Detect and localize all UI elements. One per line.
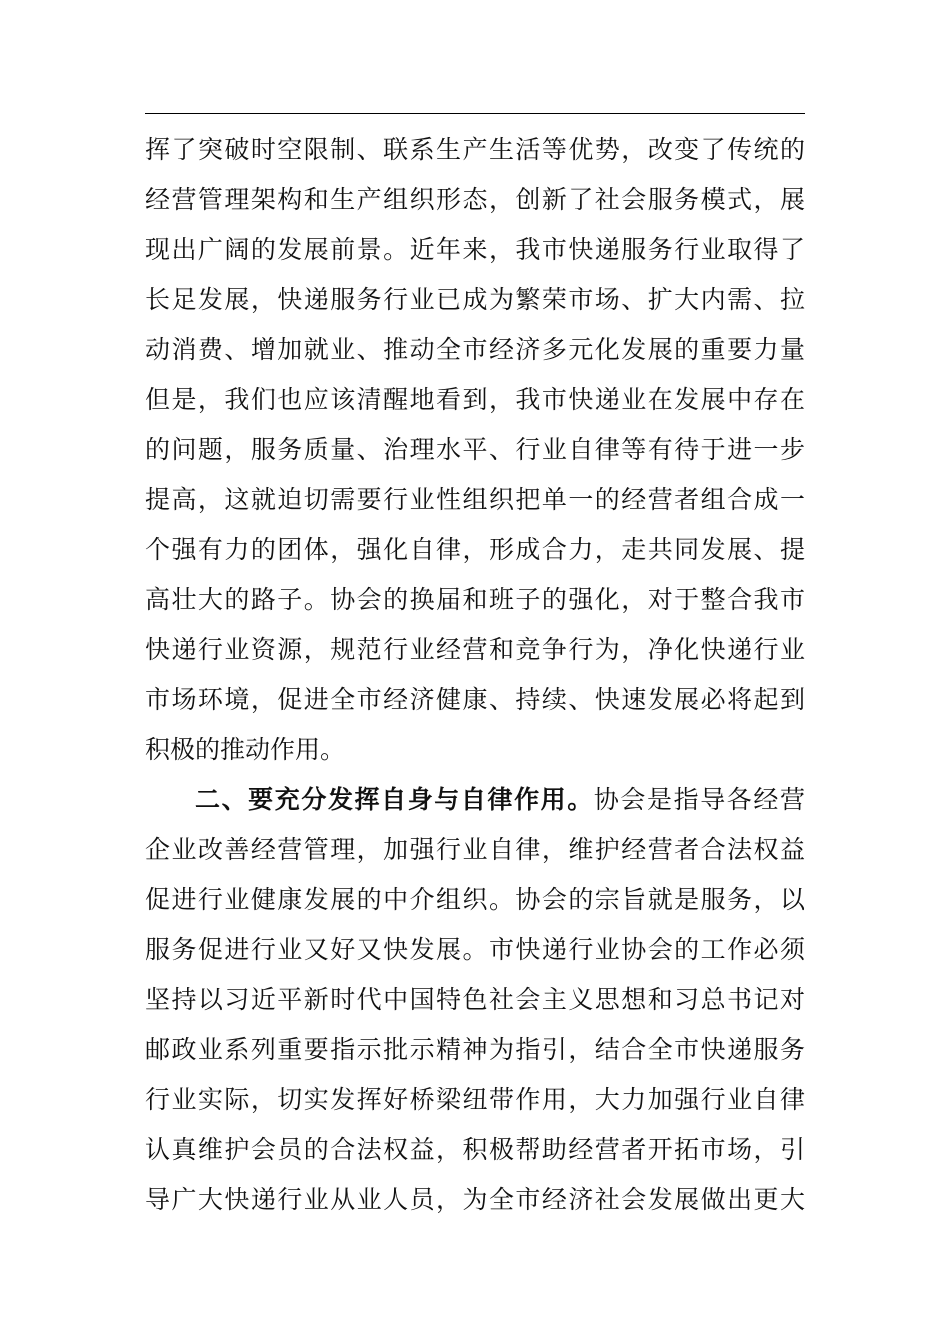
text-line: 服务促进行业又好又快发展。市快递行业协会的工作必须	[145, 935, 805, 964]
text-line: 促进行业健康发展的中介组织。协会的宗旨就是服务，以	[145, 885, 805, 914]
text-line: 长足发展，快递服务行业已成为繁荣市场、扩大内需、拉	[145, 285, 805, 314]
text-line: 坚持以习近平新时代中国特色社会主义思想和习总书记对	[145, 985, 805, 1014]
text-line: 认真维护会员的合法权益，积极帮助经营者开拓市场，引	[145, 1135, 805, 1164]
text-line: 提高，这就迫切需要行业性组织把单一的经营者组合成一	[145, 485, 805, 514]
body-text	[145, 125, 805, 1225]
text-line: 经营管理架构和生产组织形态，创新了社会服务模式，展	[145, 185, 805, 214]
text-line: 快递行业资源，规范行业经营和竞争行为，净化快递行业	[145, 635, 805, 664]
text-line: 行业实际，切实发挥好桥梁纽带作用，大力加强行业自律	[145, 1085, 805, 1114]
section-heading-line	[145, 775, 805, 825]
section-heading: 二、要充分发挥自身与自律作用。	[195, 785, 594, 814]
text-line: 企业改善经营管理，加强行业自律，维护经营者合法权益	[145, 835, 805, 864]
paragraph-2	[145, 775, 805, 1225]
paragraph-1	[145, 125, 805, 775]
text-line: 但是，我们也应该清醒地看到，我市快递业在发展中存在	[145, 385, 805, 414]
text-line: 导广大快递行业从业人员，为全市经济社会发展做出更大	[145, 1185, 805, 1214]
text-line: 积极的推动作用。	[145, 735, 346, 764]
heading-line-text: 协会是指导各经营	[593, 785, 805, 814]
text-line: 的问题，服务质量、治理水平、行业自律等有待于进一步	[145, 435, 805, 464]
text-line: 个强有力的团体，强化自律，形成合力，走共同发展、提	[145, 535, 805, 564]
text-line: 挥了突破时空限制、联系生产生活等优势，改变了传统的	[145, 135, 805, 164]
text-line: 市场环境，促进全市经济健康、持续、快速发展必将起到	[145, 685, 805, 714]
header-rule	[145, 113, 805, 114]
text-line: 邮政业系列重要指示批示精神为指引，结合全市快递服务	[145, 1035, 805, 1064]
text-line: 现出广阔的发展前景。近年来，我市快递服务行业取得了	[145, 235, 805, 264]
text-line: 高壮大的路子。协会的换届和班子的强化，对于整合我市	[145, 585, 805, 614]
text-line: 动消费、增加就业、推动全市经济多元化发展的重要力量	[145, 335, 805, 364]
